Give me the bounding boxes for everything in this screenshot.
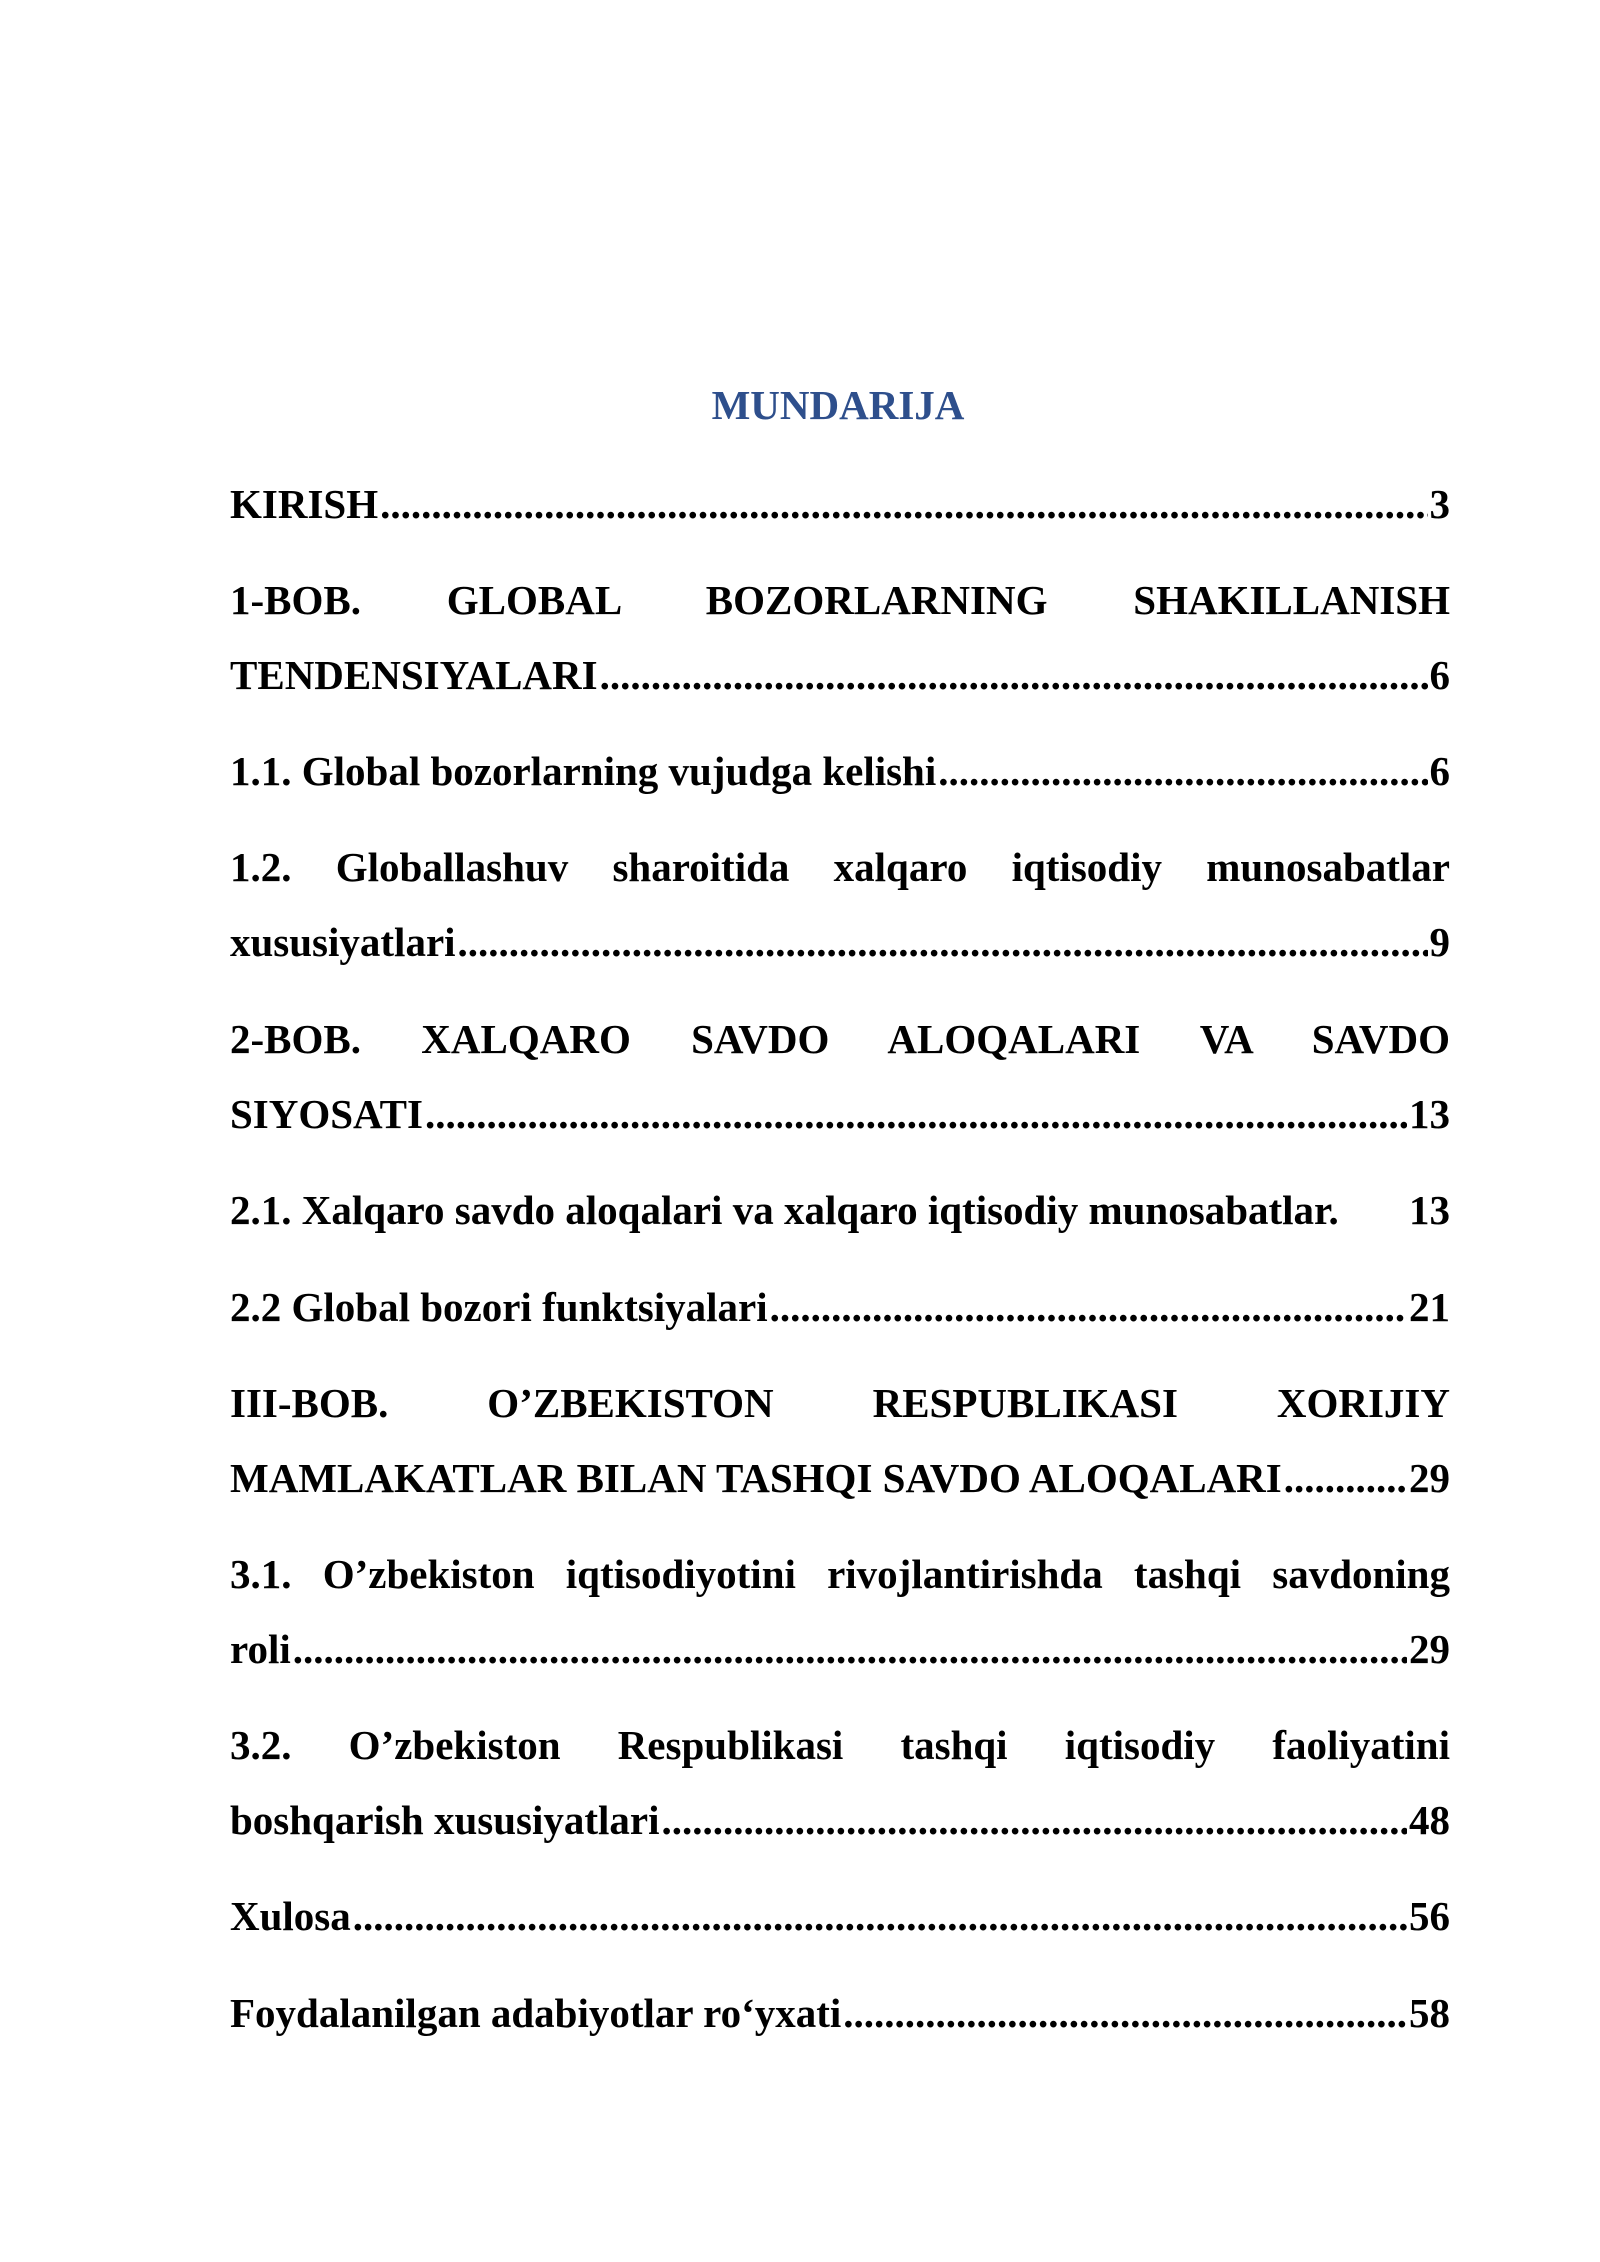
toc-entry-text: 1-BOB. GLOBAL BOZORLARNING SHAKILLANISH [230, 577, 1450, 623]
toc-entry-section-3-2[interactable] [230, 1708, 1450, 1858]
toc-entry-text: 3.2. O’zbekiston Respublikasi tashqi iqtisodiy faoliyatini [230, 1722, 1450, 1768]
toc-page-number: 29 [1409, 1455, 1450, 1501]
toc-page-number: 58 [1409, 1990, 1450, 2036]
toc-entry-section-2-1[interactable] [230, 1173, 1450, 1248]
toc-page-number: 6 [1429, 748, 1450, 794]
dot-leader [843, 1976, 1407, 2051]
dot-leader [425, 1077, 1407, 1152]
dot-leader [600, 638, 1428, 713]
toc-entry-text: TENDENSIYALARI [230, 652, 598, 698]
toc-entry-text: 2.1. Xalqaro savdo aloqalari va xalqaro iqtisodiy munosabatlar. [230, 1187, 1339, 1233]
toc-entry-section-3-1[interactable] [230, 1537, 1450, 1687]
page-title: MUNDARIJA [711, 382, 965, 428]
toc-page-number: 6 [1429, 652, 1450, 698]
toc-entry-chapter-1[interactable] [230, 563, 1450, 713]
dot-leader [938, 734, 1427, 809]
dot-leader [1284, 1441, 1407, 1516]
toc-entry-text: boshqarish xususiyatlari [230, 1797, 660, 1843]
toc-page-number: 9 [1429, 919, 1450, 965]
toc-page-number: 3 [1429, 481, 1450, 527]
toc-entry-conclusion[interactable] [230, 1879, 1450, 1954]
toc-entry-kirish[interactable] [230, 467, 1450, 542]
toc-page-number: 48 [1409, 1797, 1450, 1843]
dot-leader [770, 1270, 1407, 1345]
toc-entry-text: SIYOSATI [230, 1091, 423, 1137]
dot-leader [662, 1783, 1408, 1858]
toc-entry-text: roli [230, 1626, 291, 1672]
dot-leader [380, 467, 1427, 542]
toc-entry-text: 3.1. O’zbekiston iqtisodiyotini rivojlantirishda tashqi savdoning [230, 1551, 1450, 1597]
toc-page-number: 21 [1409, 1284, 1450, 1330]
toc-entry-text: Foydalanilgan adabiyotlar ro‘yxati [230, 1990, 842, 2036]
toc-page-number: 29 [1409, 1626, 1450, 1672]
toc-entry-text: 1.2. Globallashuv sharoitida xalqaro iqtisodiy munosabatlar [230, 844, 1450, 890]
toc-entry-text: KIRISH [230, 481, 379, 527]
toc-entry-section-1-2[interactable] [230, 830, 1450, 980]
toc-entry-text: xususiyatlari [230, 919, 456, 965]
toc-page-number: 13 [1409, 1091, 1450, 1137]
toc-entry-text: III-BOB. O’ZBEKISTON RESPUBLIKASI XORIJIY [230, 1380, 1450, 1426]
toc-entry-section-1-1[interactable] [230, 734, 1450, 809]
dot-leader [353, 1879, 1407, 1954]
toc-page-number: 56 [1409, 1893, 1450, 1939]
dot-leader [293, 1612, 1407, 1687]
toc-entry-text: MAMLAKATLAR BILAN TASHQI SAVDO ALOQALARI [230, 1455, 1282, 1501]
toc-entry-chapter-3[interactable] [230, 1366, 1450, 1516]
toc-entry-text: 1.1. Global bozorlarning vujudga kelishi [230, 748, 937, 794]
toc-entry-section-2-2[interactable] [230, 1270, 1450, 1345]
dot-leader [458, 905, 1428, 980]
toc-entry-text: Xulosa [230, 1893, 351, 1939]
toc-entry-text: 2-BOB. XALQARO SAVDO ALOQALARI VA SAVDO [230, 1016, 1450, 1062]
toc-entry-chapter-2[interactable] [230, 1002, 1450, 1152]
toc-entry-text: 2.2 Global bozori funktsiyalari [230, 1284, 768, 1330]
toc-page-number: 13 [1409, 1187, 1450, 1233]
toc-entry-references[interactable] [230, 1976, 1450, 2051]
